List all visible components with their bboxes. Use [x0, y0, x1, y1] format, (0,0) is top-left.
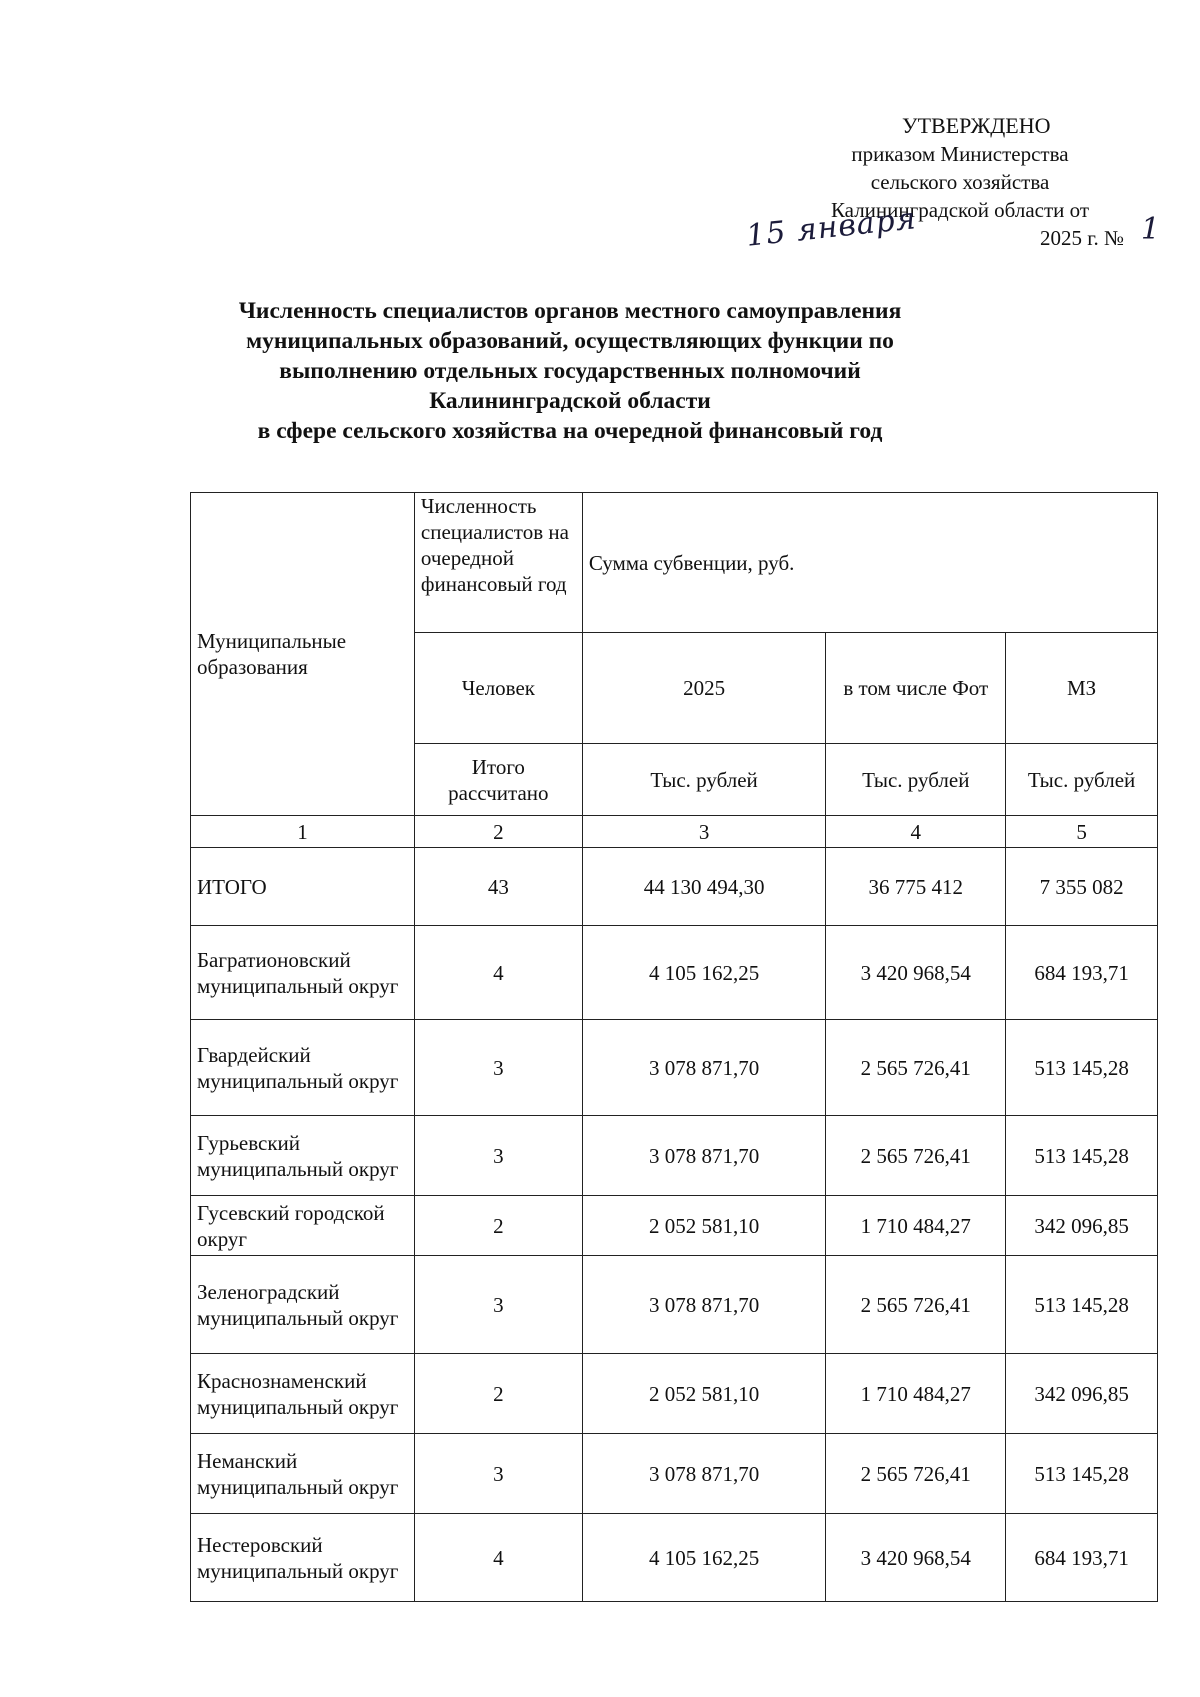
row-people: 3	[414, 1020, 582, 1116]
title-line-4: Калининградской области	[429, 388, 711, 414]
row-name: Зеленоградский муниципальный округ	[191, 1256, 415, 1354]
header-people: Человек	[414, 633, 582, 744]
row-sum: 3 078 871,70	[582, 1116, 826, 1196]
header-row-top	[191, 493, 1158, 633]
row-mz: 513 145,28	[1006, 1116, 1158, 1196]
row-fot: 1 710 484,27	[826, 1354, 1006, 1434]
table-body	[191, 848, 1158, 1602]
row-name: Неманский муниципальный округ	[191, 1434, 415, 1514]
title-line-3: выполнению отдельных государственных полномочий	[279, 358, 861, 384]
column-number: 5	[1006, 816, 1158, 848]
approved-label: УТВЕРЖДЕНО	[902, 113, 1051, 138]
row-fot: 2 565 726,41	[826, 1020, 1006, 1116]
row-people: 2	[414, 1196, 582, 1256]
table-row	[191, 1514, 1158, 1602]
row-people: 3	[414, 1116, 582, 1196]
row-sum: 2 052 581,10	[582, 1354, 826, 1434]
handwritten-date: 15 января	[744, 201, 919, 254]
approval-block	[744, 112, 1160, 254]
approval-line-1: приказом Министерства	[851, 142, 1069, 166]
table-row	[191, 1354, 1158, 1434]
row-name: Гурьевский муниципальный округ	[191, 1116, 415, 1196]
column-number: 2	[414, 816, 582, 848]
row-name: Нестеровский муниципальный округ	[191, 1514, 415, 1602]
row-fot: 1 710 484,27	[826, 1196, 1006, 1256]
approval-year-text: 2025 г. №	[1039, 226, 1124, 250]
row-sum: 4 105 162,25	[582, 926, 826, 1020]
row-fot: 2 565 726,41	[826, 1256, 1006, 1354]
header-subvention-sum: Сумма субвенции, руб.	[582, 493, 1157, 633]
subvention-table	[190, 492, 1158, 1602]
row-people: 43	[414, 848, 582, 926]
row-sum: 2 052 581,10	[582, 1196, 826, 1256]
row-name: ИТОГО	[191, 848, 415, 926]
row-mz: 342 096,85	[1006, 1354, 1158, 1434]
row-sum: 44 130 494,30	[582, 848, 826, 926]
row-fot: 3 420 968,54	[826, 926, 1006, 1020]
header-unit-sum: Тыс. рублей	[582, 744, 826, 816]
row-fot: 2 565 726,41	[826, 1116, 1006, 1196]
title-line-5: в сфере сельского хозяйства на очередной финансовый год	[257, 418, 883, 444]
table-header	[191, 493, 1158, 848]
row-name: Гвардейский муниципальный округ	[191, 1020, 415, 1116]
column-number: 3	[582, 816, 826, 848]
table-row-total	[191, 848, 1158, 926]
approval-line-2: сельского хозяйства	[870, 170, 1050, 194]
header-fot: в том числе Фот	[826, 633, 1006, 744]
table-row	[191, 1020, 1158, 1116]
header-mz: МЗ	[1006, 633, 1158, 744]
row-sum: 3 078 871,70	[582, 1020, 826, 1116]
title-line-2: муниципальных образований, осуществляющих функции по	[246, 328, 894, 354]
row-name: Краснознаменский муниципальный округ	[191, 1354, 415, 1434]
header-municipalities: Муниципальные образования	[191, 493, 415, 816]
row-fot: 36 775 412	[826, 848, 1006, 926]
header-total-calculated: Итого рассчитано	[414, 744, 582, 816]
header-unit-fot: Тыс. рублей	[826, 744, 1006, 816]
row-mz: 684 193,71	[1006, 1514, 1158, 1602]
handwritten-number: 1	[1140, 212, 1160, 247]
row-people: 3	[414, 1256, 582, 1354]
header-year: 2025	[582, 633, 826, 744]
table-row	[191, 1196, 1158, 1256]
document-title	[200, 296, 940, 446]
row-people: 3	[414, 1434, 582, 1514]
row-mz: 513 145,28	[1006, 1434, 1158, 1514]
header-unit-mz: Тыс. рублей	[1006, 744, 1158, 816]
row-sum: 4 105 162,25	[582, 1514, 826, 1602]
table-row	[191, 1434, 1158, 1514]
header-specialists: Численность специалистов на очередной финансовый год	[414, 493, 582, 633]
table-row	[191, 1116, 1158, 1196]
row-sum: 3 078 871,70	[582, 1434, 826, 1514]
row-mz: 7 355 082	[1006, 848, 1158, 926]
row-name: Гусевский городской округ	[191, 1196, 415, 1256]
row-fot: 2 565 726,41	[826, 1434, 1006, 1514]
row-mz: 513 145,28	[1006, 1256, 1158, 1354]
row-people: 2	[414, 1354, 582, 1434]
column-number: 4	[826, 816, 1006, 848]
row-sum: 3 078 871,70	[582, 1256, 826, 1354]
column-number: 1	[191, 816, 415, 848]
column-numbering-row	[191, 816, 1158, 848]
row-people: 4	[414, 1514, 582, 1602]
table-row	[191, 926, 1158, 1020]
row-people: 4	[414, 926, 582, 1020]
row-mz: 342 096,85	[1006, 1196, 1158, 1256]
approval-line-3: Калининградской области от	[830, 198, 1090, 222]
table-row	[191, 1256, 1158, 1354]
row-fot: 3 420 968,54	[826, 1514, 1006, 1602]
row-mz: 513 145,28	[1006, 1020, 1158, 1116]
row-mz: 684 193,71	[1006, 926, 1158, 1020]
row-name: Багратионовский муниципальный округ	[191, 926, 415, 1020]
title-line-1: Численность специалистов органов местного самоуправления	[238, 298, 902, 324]
